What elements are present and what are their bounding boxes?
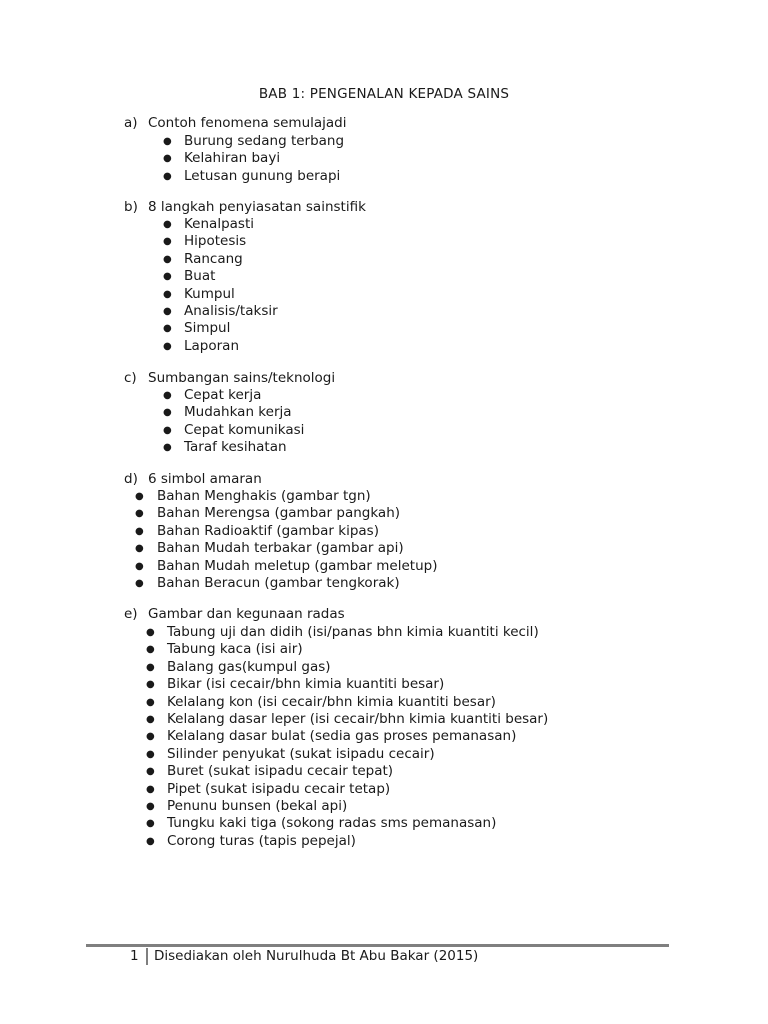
list-item-text: Kelalang dasar leper (isi cecair/bhn kimia kuantiti besar) <box>167 710 549 727</box>
list-item-text: Tungku kaki tiga (sokong radas sms pemanasan) <box>167 815 497 832</box>
footer-separator <box>146 948 148 965</box>
list-item-text: Mudahkan kerja <box>184 404 292 421</box>
list-item-text: Buat <box>184 268 216 285</box>
list-item <box>0 216 768 233</box>
section-heading-text: 6 simbol amaran <box>148 471 262 487</box>
bullet-icon: ● <box>146 766 155 778</box>
list-item-text: Bahan Radioaktif (gambar kipas) <box>157 522 379 539</box>
bullet-icon: ● <box>163 442 172 454</box>
bullet-icon: ● <box>146 713 155 725</box>
list-item-text: Burung sedang terbang <box>184 133 345 149</box>
list-item <box>0 320 768 337</box>
list-item-text: Kelahiran bayi <box>184 150 281 167</box>
bullet-icon: ● <box>146 644 155 656</box>
bullet-icon: ● <box>146 783 155 795</box>
list-item-text: Taraf kesihatan <box>184 439 287 456</box>
bullet-icon: ● <box>146 731 155 743</box>
list-item-text: Bahan Merengsa (gambar pangkah) <box>157 505 401 522</box>
bullet-icon: ● <box>146 679 155 691</box>
section-heading-text: Gambar dan kegunaan radas <box>148 606 345 622</box>
bullet-list <box>0 216 768 355</box>
bullet-icon: ● <box>135 491 144 502</box>
bullet-icon: ● <box>163 305 172 317</box>
list-item <box>0 815 768 832</box>
footer-divider <box>86 944 669 947</box>
list-item-text: Cepat kerja <box>184 387 262 403</box>
list-item-text: Penunu bunsen (bekal api) <box>167 797 348 814</box>
bullet-icon: ● <box>135 543 144 555</box>
list-item-text: Bahan Mudah meletup (gambar meletup) <box>157 557 438 574</box>
section-heading <box>124 370 335 387</box>
bullet-list <box>0 624 768 850</box>
list-item <box>0 150 768 167</box>
list-item <box>0 694 768 711</box>
list-item <box>0 523 768 540</box>
list-item <box>0 133 768 150</box>
list-item-text: Cepat komunikasi <box>184 421 305 438</box>
bullet-icon: ● <box>135 577 144 589</box>
bullet-icon: ● <box>163 407 172 419</box>
section-heading-text: Contoh fenomena semulajadi <box>148 115 347 131</box>
list-item-text: Hipotesis <box>184 233 247 250</box>
bullet-icon: ● <box>163 219 172 230</box>
list-item <box>0 387 768 404</box>
bullet-icon: ● <box>146 800 155 812</box>
section-marker: e) <box>124 606 138 622</box>
list-item-text: Balang gas(kumpul gas) <box>167 658 331 675</box>
bullet-icon: ● <box>135 508 144 520</box>
list-item <box>0 505 768 522</box>
list-item <box>0 251 768 268</box>
list-item <box>0 763 768 780</box>
list-item-text: Pipet (sukat isipadu cecair tetap) <box>167 780 391 797</box>
section-heading <box>124 115 347 132</box>
bullet-icon: ● <box>135 525 144 537</box>
list-item-text: Letusan gunung berapi <box>184 167 341 184</box>
list-item-text: Tabung uji dan didih (isi/panas bhn kimia kuantiti kecil) <box>167 624 539 640</box>
list-item-text: Bahan Mudah terbakar (gambar api) <box>157 540 404 557</box>
bullet-icon: ● <box>163 424 172 436</box>
bullet-icon: ● <box>163 390 172 401</box>
list-item <box>0 624 768 641</box>
list-item <box>0 728 768 745</box>
list-item <box>0 404 768 421</box>
list-item-text: Buret (sukat isipadu cecair tepat) <box>167 763 394 780</box>
list-item-text: Tabung kaca (isi air) <box>167 641 303 658</box>
list-item-text: Silinder penyukat (sukat isipadu cecair) <box>167 745 435 762</box>
section-heading <box>124 471 262 488</box>
bullet-list <box>0 387 768 457</box>
section-heading <box>124 199 366 216</box>
bullet-icon: ● <box>163 323 172 335</box>
list-item <box>0 711 768 728</box>
list-item-text: Bahan Menghakis (gambar tgn) <box>157 488 371 504</box>
bullet-icon: ● <box>146 835 155 847</box>
section-marker: d) <box>124 471 138 487</box>
list-item-text: Rancang <box>184 250 243 267</box>
list-item <box>0 641 768 658</box>
bullet-icon: ● <box>163 170 172 182</box>
list-item <box>0 286 768 303</box>
list-item <box>0 659 768 676</box>
list-item <box>0 558 768 575</box>
list-item <box>0 833 768 850</box>
list-item <box>0 781 768 798</box>
list-item-text: Corong turas (tapis pepejal) <box>167 832 356 849</box>
list-item <box>0 439 768 456</box>
section-marker: b) <box>124 199 138 215</box>
list-item-text: Bikar (isi cecair/bhn kimia kuantiti besar) <box>167 676 445 693</box>
list-item <box>0 422 768 439</box>
bullet-icon: ● <box>146 696 155 708</box>
list-item <box>0 268 768 285</box>
list-item <box>0 540 768 557</box>
list-item-text: Simpul <box>184 320 231 337</box>
bullet-icon: ● <box>163 340 172 352</box>
bullet-icon: ● <box>163 288 172 300</box>
list-item <box>0 575 768 592</box>
bullet-icon: ● <box>146 627 155 638</box>
section-heading-text: Sumbangan sains/teknologi <box>148 370 336 386</box>
list-item <box>0 746 768 763</box>
section-heading-text: 8 langkah penyiasatan sainstifik <box>148 199 366 215</box>
list-item-text: Kumpul <box>184 285 235 302</box>
list-item <box>0 338 768 355</box>
bullet-icon: ● <box>163 253 172 265</box>
bullet-icon: ● <box>163 153 172 165</box>
list-item-text: Kenalpasti <box>184 216 254 232</box>
bullet-icon: ● <box>135 560 144 572</box>
list-item-text: Analisis/taksir <box>184 302 278 319</box>
bullet-icon: ● <box>146 661 155 673</box>
list-item <box>0 233 768 250</box>
list-item <box>0 798 768 815</box>
bullet-icon: ● <box>146 748 155 760</box>
page-number: 1 <box>130 948 139 964</box>
section-heading <box>124 606 345 623</box>
list-item <box>0 488 768 505</box>
list-item <box>0 303 768 320</box>
bullet-icon: ● <box>163 236 172 248</box>
list-item-text: Kelalang kon (isi cecair/bhn kimia kuantiti besar) <box>167 693 496 710</box>
list-item-text: Laporan <box>184 337 240 354</box>
bullet-icon: ● <box>163 136 172 147</box>
document-title: BAB 1: PENGENALAN KEPADA SAINS <box>258 86 510 102</box>
section-marker: c) <box>124 370 137 386</box>
list-item-text: Bahan Beracun (gambar tengkorak) <box>157 574 400 591</box>
bullet-list <box>0 488 768 592</box>
bullet-list <box>0 133 768 185</box>
page-footer <box>130 948 478 965</box>
list-item <box>0 676 768 693</box>
section-marker: a) <box>124 115 138 131</box>
bullet-icon: ● <box>146 818 155 830</box>
bullet-icon: ● <box>163 271 172 283</box>
list-item-text: Kelalang dasar bulat (sedia gas proses pemanasan) <box>167 728 517 745</box>
footer-text: Disediakan oleh Nurulhuda Bt Abu Bakar (2015) <box>154 948 479 964</box>
list-item <box>0 168 768 185</box>
